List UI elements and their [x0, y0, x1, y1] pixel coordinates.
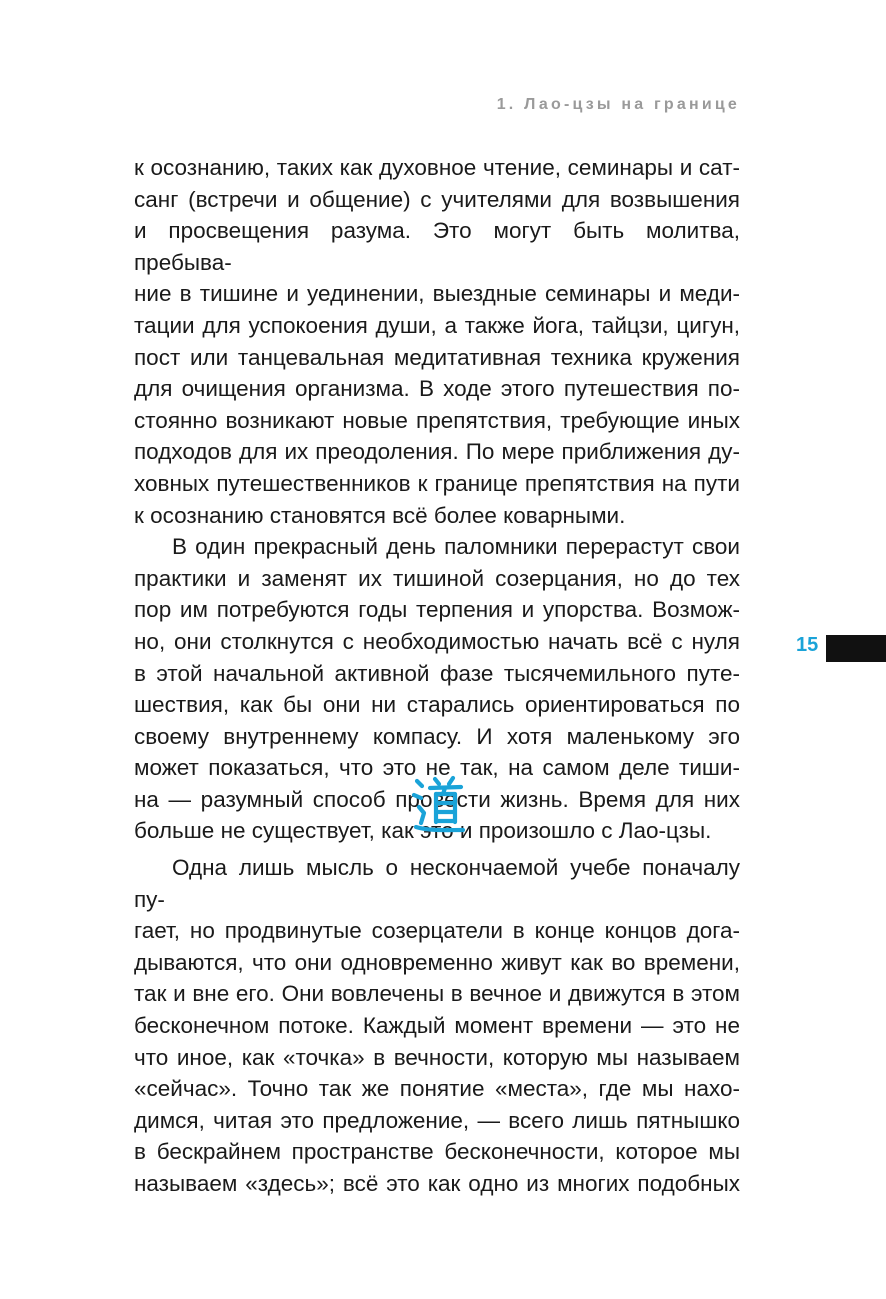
text-line: что иное, как «точка» в вечности, которую мы называем — [134, 1044, 740, 1070]
text-line: пор им потребуются годы терпения и упорства. Возмож- — [134, 597, 740, 623]
text-line: к осознанию становятся всё более коварными. — [134, 502, 626, 528]
text-line: так и вне его. Они вовлечены в вечное и движутся в этом — [134, 981, 740, 1007]
text-line: в бескрайнем пространстве бесконечности, которое мы — [134, 1139, 740, 1165]
text-line: своему внутреннему компасу. И хотя маленькому эго — [134, 723, 740, 749]
dao-character-icon — [409, 773, 467, 835]
text-line: практики и заменят их тишиной созерцания, но до тех — [134, 565, 740, 591]
text-line: стоянно возникают новые препятствия, требующие иных — [134, 407, 740, 433]
text-line: дываются, что они одновременно живут как во времени, — [134, 949, 740, 975]
page-number: 15 — [796, 634, 819, 656]
text-line: подходов для их преодоления. По мере приближения ду- — [134, 439, 740, 465]
thumb-tab — [826, 635, 886, 662]
text-line: гает, но продвинутые созерцатели в конце концов дога- — [134, 918, 740, 944]
text-line: больше не существует, как это и произошло с Лао-цзы. — [134, 818, 712, 844]
text-line: пост или танцевальная медитативная техника кружения — [134, 344, 740, 370]
text-line: димся, читая это предложение, — всего лишь пятнышко — [134, 1107, 740, 1133]
text-line: для очищения организма. В ходе этого путешествия по- — [134, 376, 740, 402]
text-line: В один прекрасный день паломники перерастут свои — [172, 534, 740, 560]
text-block-bottom — [134, 852, 740, 1200]
text-line: к осознанию, таких как духовное чтение, семинары и сат- — [134, 155, 740, 180]
text-line: называем «здесь»; всё это как одно из многих подобных — [134, 1170, 740, 1196]
text-block-top — [134, 152, 740, 847]
text-line: тации для успокоения души, а также йога, тайцзи, цигун, — [134, 312, 740, 338]
text-line: может показаться, что это не так, на самом деле тиши- — [134, 755, 740, 781]
paragraph — [134, 152, 740, 531]
text-line: шествия, как бы они ни старались ориентироваться по — [134, 692, 740, 718]
text-line: Одна лишь мысль о нескончаемой учебе поначалу пу- — [134, 855, 740, 912]
text-line: «сейчас». Точно так же понятие «места», где мы нахо- — [134, 1076, 740, 1102]
text-line: но, они столкнутся с необходимостью начать всё с нуля — [134, 628, 740, 654]
text-line: и просвещения разума. Это могут быть молитва, пребыва- — [134, 218, 740, 275]
text-line: санг (встречи и общение) с учителями для возвышения — [134, 186, 740, 212]
text-line: на — разумный способ провести жизнь. Время для них — [134, 786, 740, 812]
text-line: в этой начальной активной фазе тысячемильного путе- — [134, 660, 740, 686]
text-line: ние в тишине и уединении, выездные семинары и меди- — [134, 281, 740, 307]
paragraph — [134, 852, 740, 1200]
text-line: бесконечном потоке. Каждый момент времени — это не — [134, 1012, 740, 1038]
text-line: ховных путешественников к границе препятствия на пути — [134, 470, 740, 496]
running-header: 1. Лао-цзы на границе — [496, 96, 740, 113]
